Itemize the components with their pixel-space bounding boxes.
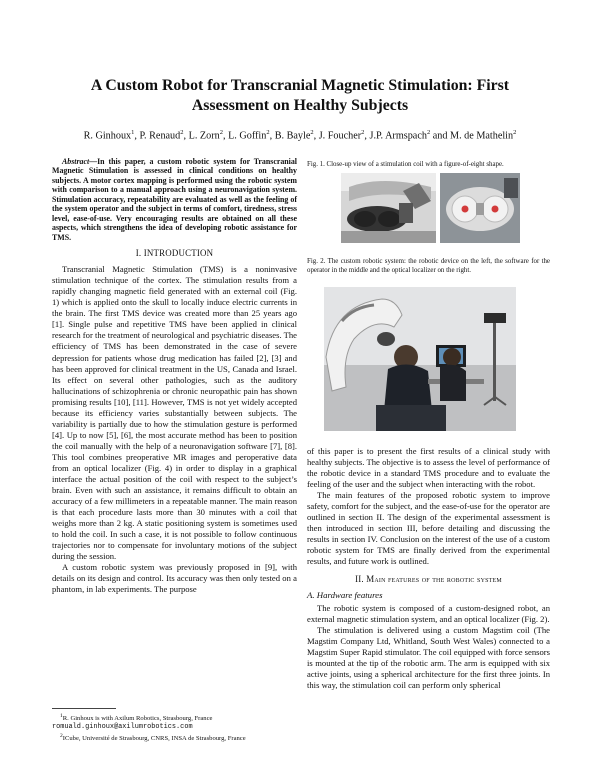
author: L. Zorn [188,130,220,142]
footnote-mark: 2 [60,732,63,739]
author-affiliation: 2 [361,129,365,136]
paper-title [40,76,560,116]
footnote-mark: 1 [60,713,63,719]
author: J. Foucher [318,130,362,142]
robotic-system-illustration [324,287,516,431]
author-affiliation: 2 [219,129,223,136]
author-affiliation: 2 [426,129,431,136]
author: L. Goffin [228,130,267,142]
author-affiliation: 2 [180,129,184,136]
right-column [307,446,550,691]
title-line-1: A Custom Robot for Transcranial Magnetic Stimulation: First [90,77,510,94]
footnote-2 [52,732,297,743]
footnotes [52,712,297,743]
paragraph: The robotic system is composed of a custom-designed robot, an external magnetic stimulation system, and an optical localizer (Fig. 2). [307,602,550,624]
abstract-text: In this paper, a custom robotic system for Transcranial Magnetic Stimulation is assessed in clinical conditions on healthy subjects. A motor cortex mapping is performed using the robotic system with comparison to a manual approach using a neuronavigation system. Stimulation accuracy, repeatability are evaluated as well as the feeling of the system operator and the subject in terms of comfort, tiredness, stress level, ease-of-use. Very encouraging results are obtained on all these aspects, which strengthens the idea of developing robotic assistance for TMS. [52,157,297,242]
figure-2-photo-robotic-system [324,287,516,431]
subsection-heading-hardware: A. Hardware features [307,589,383,600]
footnote-divider [52,708,116,709]
abstract-dash: — [89,157,98,166]
figure-1-photo-coil-robot [341,173,436,243]
author-affiliation: 1 [131,129,135,136]
paragraph: The main features of the proposed robotic system to improve safety, comfort for the subject, and the ease-of-use for the operator are outlined in section II. The design of the experimental assessment is then introduced in section III, before detailing and discussing the results in section IV. Conclusion on the interest of the use of a custom robotic system for TMS are finally derived from the experimental results, and future work is outlined. [307,490,550,567]
paragraph: A custom robotic system was previously proposed in [9], with details on its design and control. Its accuracy was then only tested on a phantom, in lab experiments. The purpose [52,562,297,595]
abstract [52,157,297,242]
author-separator: and [432,130,448,142]
title-line-2: Assessment on Healthy Subjects [191,97,409,114]
author-affiliation: 2 [513,129,517,136]
paragraph: Transcranial Magnetic Stimulation (TMS) is a noninvasive stimulation technique of the cortex. The stimulation results from a rapidly changing magnetic field generated with an external coil (Fig. 1) which is applied onto the skull to locally induce electric currents in the brain. The first TMS device was created more than 25 years ago [1]. Single pulse and repetitive TMS have been applied in clinical research for the treatment of neurological and psychiatric diseases. The efficiency of TMS has been demonstrated in the case of severe depression for patients whose drug medication has failed [2], [3] and has been approved for clinical treatment in the US, Canada and Israel. Its effect on several other pathologies, such as the auditory hallucinations of schizophrenia or chronic neuropathic pain has shown promising results [10], [11]. However, TMS is not yet widely accepted because its efficiency varies substantially between subjects. The variability is partially due to how the stimulation gesture is performed [4]. Up to now [5], [6], the most accurate method has been to position the coil manually with the help of a neuronavigation software [7], [8]. This tool combines preoperative MR images and peroperative data from an optical localizer (Fig. 4) in order to display in a graphical interface the actual position of the coil with respect to the subject’s brain. Even with such an assistance, it remains difficult to obtain an accuracy of a few millimeters in a repeatable manner. The main reason is that each procedure lasts more than 30 minutes with a coil that weighs more than 2 kg. A static positioning system is sometimes used to hold the coil. In such a case, it is not possible to follow continuous trajectories nor to compensate for involuntary motions of the subject during the session. [52,264,297,562]
figure-1-photo-coil-closeup [440,173,520,243]
abstract-label: Abstract [62,157,90,166]
paragraph-continued: of this paper is to present the first results of a clinical study with healthy subjects. The objective is to assess the level of performance of the robotic device in a standard TMS procedure and to evaluate the feeling of the user and the subject when interacting with the robot. [307,446,550,490]
figure-1-caption: Fig. 1. Close-up view of a stimulation coil with a figure-of-eight shape. [307,161,504,168]
left-column [52,157,297,596]
section-heading-main-features: II. Main features of the robotic system [355,573,502,584]
footnote-text: R. Ginhoux is with Axilum Robotics, Strasbourg, France [62,715,213,723]
footnote-1 [52,712,297,732]
author: J.P. Armspach [369,130,427,142]
author: M. de Mathelin [450,130,514,142]
footnote-email: romuald.ginhoux@axilumrobotics.com [52,723,193,732]
paragraph: The stimulation is delivered using a custom Magstim coil (The Magstim Company Ltd, Whitland, South West Wales) connected to a Magstim Super Rapid stimulator. The coil equipped with force sensors is mounted at the tip of the robotic arm. The arm is equipped with six active joints, using a spherical architecture for the first three joints. In this way, the stimulation coil can perform only spherical [307,624,550,690]
coil-closeup-illustration [440,173,520,243]
footnote-text: ICube, Université de Strasbourg, CNRS, INSA de Strasbourg, France [62,734,246,742]
author: R. Ginhoux [83,130,132,142]
coil-robot-illustration [341,173,436,243]
author: P. Renaud [139,130,181,142]
author-affiliation: 2 [310,129,314,136]
author: B. Bayle [274,130,311,142]
author-list: R. Ginhoux$^1$, P. Renaud$^2$, L. Zorn$^2$, L. Goffin$^2$, B. Bayle$^2$, J. Foucher$^2$, J.P. Armspach$^2$ and M. de Mathelin$^2$ [83,129,517,142]
figure-2-caption: Fig. 2. The custom robotic system: the robotic device on the left, the software for the operator in the middle and the optical localizer on the right. [307,258,550,274]
author-affiliation: 2 [266,129,270,136]
section-heading-introduction: I. INTRODUCTION [135,248,214,259]
